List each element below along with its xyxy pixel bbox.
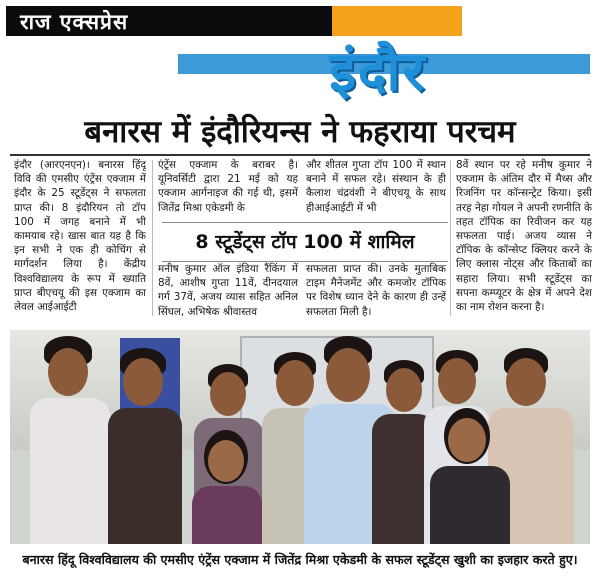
article-column-1	[14, 158, 146, 318]
subheadline: 8 स्टूडेंट्स टॉप 100 में शामिल	[162, 222, 448, 262]
masthead-brand-bar	[6, 6, 332, 36]
face-shape	[326, 348, 370, 402]
face-shape	[48, 348, 88, 396]
article-column-3-top	[306, 158, 446, 224]
shirt-shape	[30, 398, 110, 544]
face-shape	[438, 358, 476, 404]
article-column-2-bottom	[158, 262, 298, 318]
face-shape	[210, 372, 246, 416]
article-column-1-text: इंदौर (आरएनएन)। बनारस हिंदू विवि की एमसीए एंट्रेंस एक्जाम में इंदौर के 25 स्टूडेंट्स ने सफलता प्राप्त की। 8 इंदौरियन तो टॉप 100 में जगह बनाने में भी कामयाब रहे। खास बात यह है कि इन सभी ने एक ही कोचिंग से मार्गदर्शन लिया है। केंद्रीय विश्वविद्यालय के रूप में ख्याति प्राप्त बीएचयू की इस एक्जाम का लेवल आईआईटी	[14, 159, 146, 314]
face-shape	[276, 360, 314, 406]
article-column-3-top-text: और शीतल गुप्ता टॉप 100 में स्थान बनाने में सफल रहे। संस्थान के ही कैलाश चंद्रवंशी ने बीएचयू के साथ हीआईआईटी में भी	[306, 159, 446, 214]
face-shape	[123, 358, 163, 406]
article-column-2-top	[158, 158, 298, 224]
headline-rule	[10, 154, 590, 156]
face-shape	[448, 418, 486, 462]
article-column-2-top-text: एंट्रेंस एक्जाम के बराबर है। यूनिवर्सिटी द्वारा 21 मई को यह एक्जाम आर्गनाइज की गई थी, इसमें जितेंद्र मिश्रा एकेडमी के	[158, 159, 298, 214]
face-shape	[386, 368, 422, 412]
shirt-shape	[108, 408, 182, 544]
masthead-accent-bar	[332, 6, 462, 36]
group-photo	[10, 330, 590, 544]
photo-caption: बनारस हिंदू विश्वविद्यालय की एमसीए एंट्रेंस एक्जाम में जितेंद्र मिश्रा एकेडमी के सफल स्टूडेंट्स खुशी का इजहार करते हुए।	[22, 552, 578, 567]
column-divider	[152, 160, 153, 316]
headline: बनारस में इंदौरियन्स ने फहराया परचम	[84, 114, 516, 150]
article-column-3-bottom-text: सफलता प्राप्त की। उनके मुताबिक टाइम मैनेजमेंट और कमजोर टॉपिक पर विशेष ध्यान देने के कारण ही उन्हें सफलता मिली है।	[306, 263, 446, 318]
column-divider	[450, 160, 451, 316]
dress-shape	[192, 486, 262, 544]
article-column-3-bottom	[306, 262, 446, 318]
city-title: इंदौर	[329, 40, 427, 103]
article-column-2-bottom-text: मनीष कुमार ऑल इंडिया रैंकिंग में 8वें, आशीष गुप्ता 11वें, दीनदयाल गर्ग 37वें, अजय व्यास सहित अनिल सिंघल, अभिषेक श्रीवास्तव	[158, 263, 298, 318]
article-column-4-text: 8वें स्थान पर रहे मनीष कुमार ने एक्जाम के अंतिम दौर में मैथ्स और रिजनिंग पर कॉन्सन्ट्रेट किया। इसी तरह नेहा गोयल ने अपनी रणनीति के तहत टॉपिक का रिवीजन कर यह सफलता पाई। अजय व्यास ने टॉपिक के कॉन्सेप्ट क्लियर करने के लिए क्लास नोट्स और किताबों का सहारा लिया। सभी स्टूडेंट्स का सपना कम्प्यूटर के क्षेत्र में अपने देश का नाम रोशन करना है।	[456, 159, 592, 314]
dress-shape	[430, 466, 510, 544]
face-shape	[208, 440, 244, 482]
article-column-4	[456, 158, 592, 318]
face-shape	[506, 358, 546, 406]
masthead-brand: राज एक्सप्रेस	[20, 10, 129, 34]
